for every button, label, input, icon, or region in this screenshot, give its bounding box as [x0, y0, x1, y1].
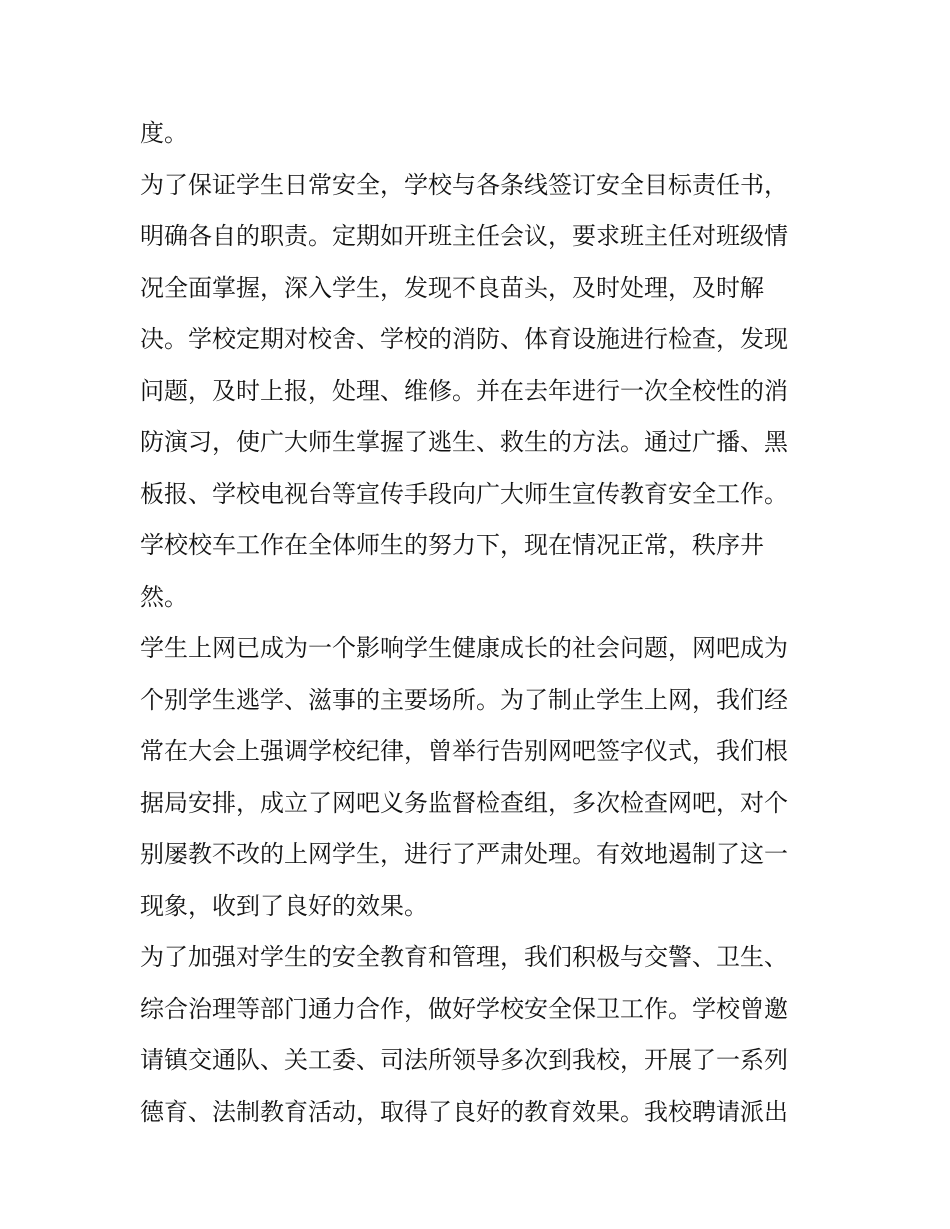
text-line: 问题，及时上报，处理、维修。并在去年进行一次全校性的消	[140, 376, 788, 405]
text-line: 板报、学校电视台等宣传手段向广大师生宣传教育安全工作。	[140, 479, 788, 508]
text-line: 然。	[140, 582, 188, 611]
text-line: 为了加强对学生的安全教育和管理，我们积极与交警、卫生、	[140, 943, 788, 971]
text-line: 德育、法制教育活动，取得了良好的教育效果。我校聘请派出	[140, 1097, 788, 1126]
body-text	[140, 108, 820, 1138]
text-line: 综合治理等部门通力合作，做好学校安全保卫工作。学校曾邀	[140, 994, 788, 1023]
text-line: 度。	[140, 119, 188, 147]
text-line: 学校校车工作在全体师生的努力下，现在情况正常，秩序井	[140, 531, 764, 559]
text-line: 请镇交通队、关工委、司法所领导多次到我校，开展了一系列	[140, 1046, 788, 1074]
text-line: 个别学生逃学、滋事的主要场所。为了制止学生上网，我们经	[140, 685, 788, 714]
text-line: 现象，收到了良好的效果。	[140, 891, 428, 920]
text-line: 防演习，使广大师生掌握了逃生、救生的方法。通过广播、黑	[140, 428, 788, 456]
text-line: 决。学校定期对校舍、学校的消防、体育设施进行检查，发现	[140, 325, 788, 353]
text-line: 据局安排，成立了网吧义务监督检查组，多次检查网吧，对个	[140, 788, 788, 817]
text-line: 学生上网已成为一个影响学生健康成长的社会问题，网吧成为	[140, 634, 788, 662]
text-line: 别屡教不改的上网学生，进行了严肃处理。有效地遏制了这一	[140, 840, 788, 868]
text-line: 为了保证学生日常安全，学校与各条线签订安全目标责任书，	[140, 170, 788, 199]
text-line: 明确各自的职责。定期如开班主任会议，要求班主任对班级情	[140, 222, 788, 250]
text-line: 常在大会上强调学校纪律，曾举行告别网吧签字仪式，我们根	[140, 737, 788, 765]
text-line: 况全面掌握，深入学生，发现不良苗头，及时处理，及时解	[140, 273, 764, 302]
